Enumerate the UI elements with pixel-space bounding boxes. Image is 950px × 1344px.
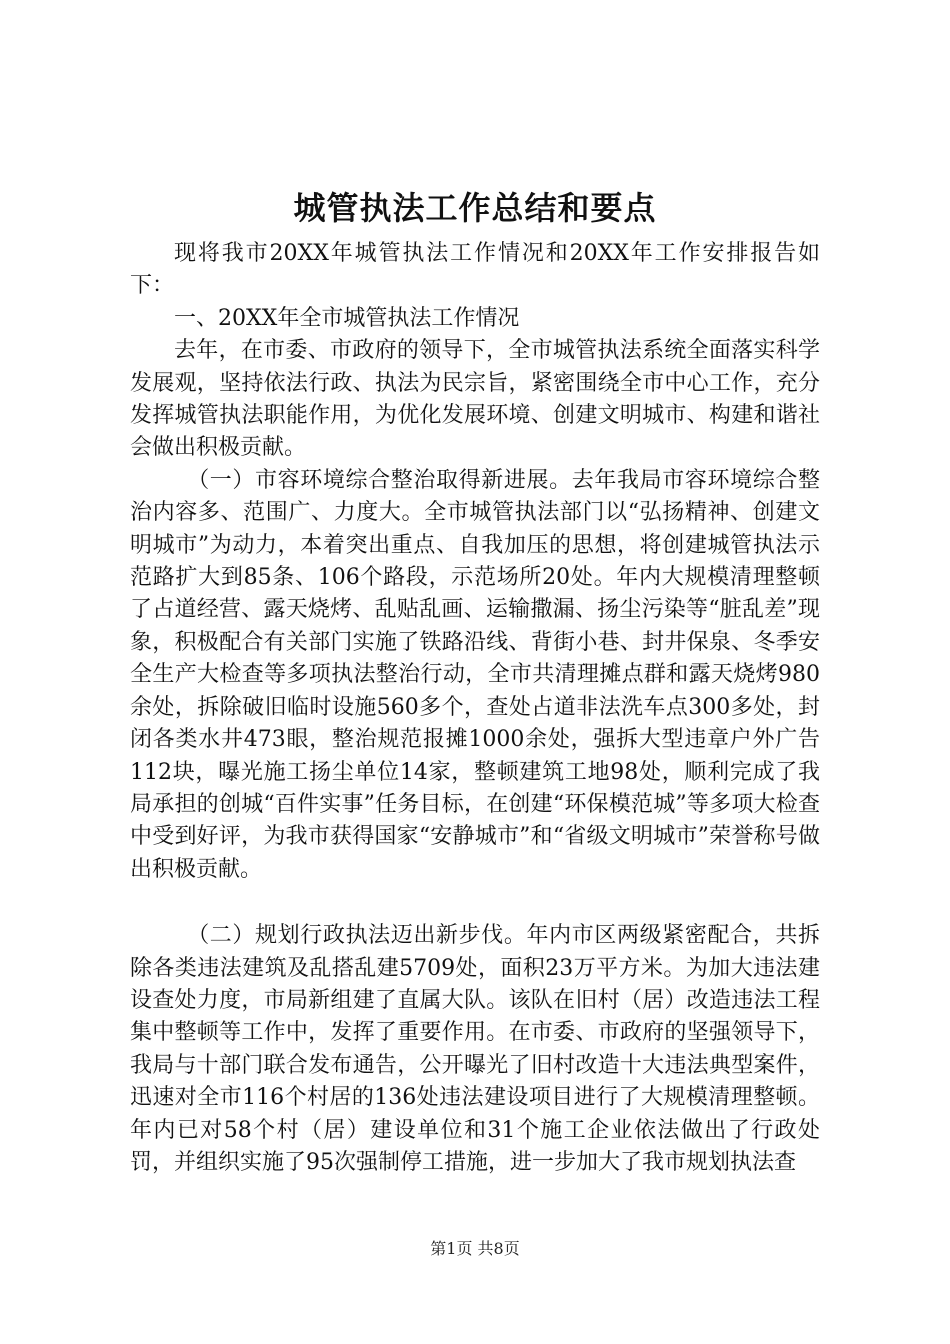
summary-paragraph: 去年，在市委、市政府的领导下，全市城管执法系统全面落实科学发展观，坚持依法行政、执法为民宗旨，紧密围绕全市中心工作，充分发挥城管执法职能作用，为优化发展环境、创建文明城市、构建和谐社会做出积极贡献。 <box>130 338 820 461</box>
subsection-2-paragraph: （二）规划行政执法迈出新步伐。年内市区两级紧密配合，共拆除各类违法建筑及乱搭乱建5709处，面积23万平方米。为加大违法建设查处力度，市局新组建了直属大队。该队在旧村（居）改造违法工程集中整顿等工作中，发挥了重要作用。在市委、市政府的坚强领导下，我局与十部门联合发布通告，公开曝光了旧村改造十大违法典型案件，迅速对全市116个村居的136处违法建设项目进行了大规模清理整顿。年内已对58个村（居）建设单位和31个施工企业依法做出了行政处罚，并组织实施了95次强制停工措施，进一步加大了我市规划执法查 <box>130 923 820 1175</box>
page-number-footer: 第1页 共8页 <box>430 1239 520 1258</box>
paragraph-gap <box>130 886 820 920</box>
document-body <box>130 238 820 1179</box>
document-title: 城管执法工作总结和要点 <box>293 189 657 227</box>
section-heading: 一、20XX年全市城管执法工作情况 <box>174 305 520 331</box>
intro-paragraph: 现将我市20XX年城管执法工作情况和20XX年工作安排报告如下： <box>130 241 820 299</box>
subsection-1-paragraph: （一）市容环境综合整治取得新进展。去年我局市容环境综合整治内容多、范围广、力度大。全市城管执法部门以“弘扬精神、创建文明城市”为动力，本着突出重点、自我加压的思想，将创建城管执法示范路扩大到85条、106个路段，示范场所20处。年内大规模清理整顿了占道经营、露天烧烤、乱贴乱画、运输撒漏、扬尘污染等“脏乱差”现象，积极配合有关部门实施了铁路沿线、背街小巷、封井保泉、冬季安全生产大检查等多项执法整治行动，全市共清理摊点群和露天烧烤980余处，拆除破旧临时设施560多个，查处占道非法洗车点300多处，封闭各类水井473眼，整治规范报摊1000余处，强拆大型违章户外广告112块，曝光施工扬尘单位14家，整顿建筑工地98处，顺利完成了我局承担的创城“百件实事”任务目标，在创建“环保模范城”等多项大检查中受到好评，为我市获得国家“安静城市”和“省级文明城市”荣誉称号做出积极贡献。 <box>130 467 820 882</box>
